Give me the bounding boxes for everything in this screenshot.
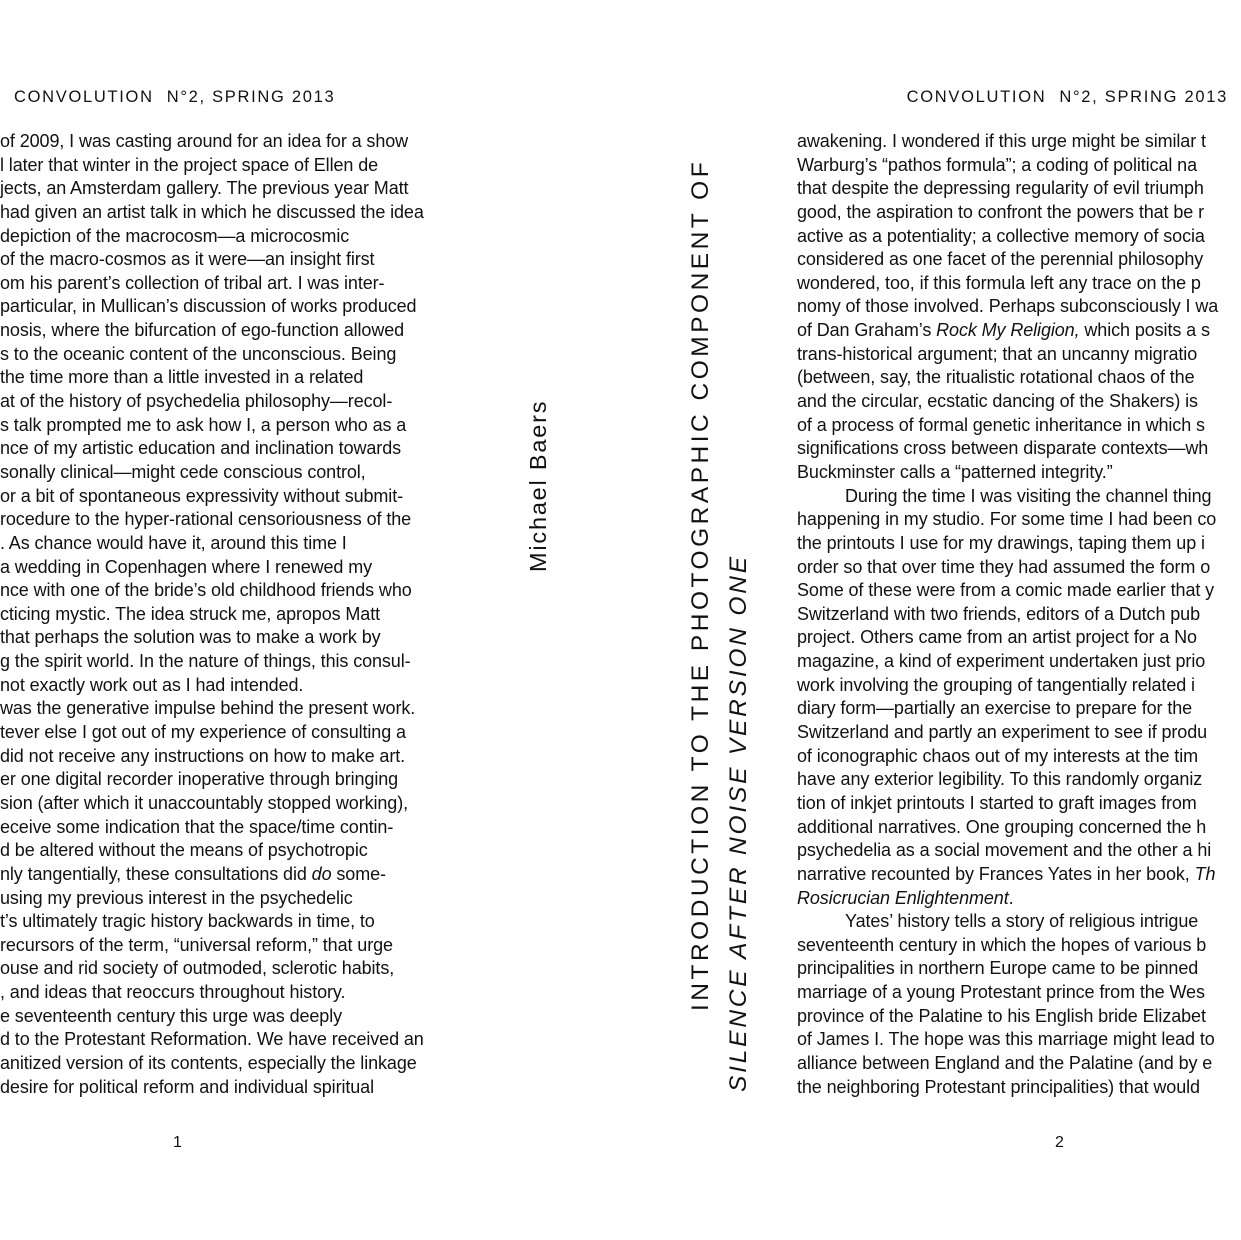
text-line: principalities in northern Europe came to be pinned bbox=[797, 958, 1199, 979]
text-line: and the circular, ecstatic dancing of the Shakers) is bbox=[797, 391, 1198, 412]
text-line: project. Others came from an artist project for a No bbox=[797, 627, 1197, 648]
text-line: using my previous interest in the psychedelic bbox=[0, 887, 353, 908]
text-line: at of the history of psychedelia philosophy—recol- bbox=[0, 391, 393, 412]
text-line: During the time I was visiting the channel thing bbox=[845, 485, 1212, 506]
text-line: . As chance would have it, around this time I bbox=[0, 532, 347, 553]
text-line: magazine, a kind of experiment undertaken just prio bbox=[797, 651, 1206, 672]
text-line: had given an artist talk in which he discussed the idea bbox=[0, 201, 424, 222]
article-title-line2: SILENCE AFTER NOISE VERSION ONE bbox=[725, 554, 752, 1092]
text-line: that perhaps the solution was to make a work by bbox=[0, 627, 381, 648]
text-line: er one digital recorder inoperative through bringing bbox=[0, 769, 399, 790]
text-line: sion (after which it unaccountably stopped working), bbox=[0, 792, 409, 813]
text-line: did not receive any instructions on how to make art. bbox=[0, 745, 406, 766]
journal-title: CONVOLUTION bbox=[906, 88, 1047, 106]
text-line: trans-historical argument; that an uncanny migratio bbox=[797, 343, 1198, 364]
text-line: nomy of those involved. Perhaps subconsciously I wa bbox=[797, 296, 1219, 317]
journal-title: CONVOLUTION bbox=[14, 88, 154, 106]
article-author: Michael Baers bbox=[525, 399, 551, 572]
text-line: or a bit of spontaneous expressivity without submit- bbox=[0, 485, 403, 506]
text-line: recursors of the term, “universal reform,” that urge bbox=[0, 934, 393, 955]
page-number-right: 2 bbox=[1055, 1134, 1064, 1151]
text-line: province of the Palatine to his English bride Elizabet bbox=[797, 1005, 1206, 1026]
text-line: a wedding in Copenhagen where I renewed my bbox=[0, 556, 373, 577]
text-line: s to the oceanic content of the unconscious. Being bbox=[0, 343, 397, 364]
text-line: desire for political reform and individual spiritual bbox=[0, 1076, 374, 1097]
text-line: d to the Protestant Reformation. We have received an bbox=[0, 1029, 424, 1050]
text-line: Yates’ history tells a story of religious intrigue bbox=[845, 911, 1199, 932]
text-line: eceive some indication that the space/time contin- bbox=[0, 816, 394, 837]
text-line: good, the aspiration to confront the powers that be r bbox=[797, 201, 1204, 222]
page-number-left: 1 bbox=[173, 1134, 182, 1151]
text-line: that despite the depressing regularity of evil triumph bbox=[797, 178, 1204, 199]
text-line: ouse and rid society of outmoded, sclerotic habits, bbox=[0, 958, 395, 979]
running-header-left bbox=[14, 88, 335, 107]
text-line: e seventeenth century this urge was deeply bbox=[0, 1005, 343, 1026]
text-line: om his parent’s collection of tribal art. I was inter- bbox=[0, 272, 385, 293]
text-line: sonally clinical—might cede conscious control, bbox=[0, 461, 366, 482]
text-line: nce of my artistic education and inclination towards bbox=[0, 438, 402, 459]
text-line: of James I. The hope was this marriage might lead to bbox=[797, 1029, 1215, 1050]
text-line: significations cross between disparate contexts—wh bbox=[797, 438, 1209, 459]
text-line: work involving the grouping of tangentially related i bbox=[797, 674, 1195, 695]
text-line: tion of inkjet printouts I started to graft images from bbox=[797, 792, 1197, 813]
left-page-text-column bbox=[0, 130, 424, 1099]
text-line: anitized version of its contents, especially the linkage bbox=[0, 1052, 417, 1073]
text-line: the neighboring Protestant principalities) that would bbox=[797, 1076, 1200, 1097]
text-line: the printouts I use for my drawings, taping them up i bbox=[797, 532, 1205, 553]
journal-issue: N°2, SPRING 2013 bbox=[1059, 88, 1228, 106]
article-title-line1: INTRODUCTION TO THE PHOTOGRAPHIC COMPONENT OF bbox=[687, 158, 714, 1011]
text-line: awakening. I wondered if this urge might be similar t bbox=[797, 131, 1206, 151]
text-line: (between, say, the ritualistic rotational chaos of the bbox=[797, 367, 1195, 388]
text-line: Some of these were from a comic made earlier that y bbox=[797, 580, 1215, 601]
text-line: alliance between England and the Palatine (and by e bbox=[797, 1052, 1213, 1073]
text-line: Warburg’s “pathos formula”; a coding of political na bbox=[797, 154, 1198, 175]
text-line: s talk prompted me to ask how I, a person who as a bbox=[0, 414, 407, 435]
text-line: of the macro-cosmos as it were—an insight first bbox=[0, 249, 375, 270]
text-line: rocedure to the hyper-rational censoriousness of the bbox=[0, 509, 412, 530]
text-line: depiction of the macrocosm—a microcosmic bbox=[0, 225, 350, 246]
text-line: cticing mystic. The idea struck me, apropos Matt bbox=[0, 603, 381, 624]
text-line: have any exterior legibility. To this randomly organiz bbox=[797, 769, 1203, 790]
right-page-text-column bbox=[797, 130, 1218, 1099]
journal-issue: N°2, SPRING 2013 bbox=[166, 88, 336, 106]
text-line: diary form—partially an exercise to prepare for the bbox=[797, 698, 1193, 719]
text-line: nce with one of the bride’s old childhood friends who bbox=[0, 580, 412, 601]
text-line: jects, an Amsterdam gallery. The previous year Matt bbox=[0, 178, 409, 199]
text-line: was the generative impulse behind the present work. bbox=[0, 698, 416, 719]
text-line: of a process of formal genetic inheritance in which s bbox=[797, 414, 1205, 435]
text-line: nosis, where the bifurcation of ego-function allowed bbox=[0, 320, 405, 341]
text-line: wondered, too, if this formula left any trace on the p bbox=[797, 272, 1201, 293]
text-line: tever else I got out of my experience of consulting a bbox=[0, 722, 406, 743]
text-line: narrative recounted by Frances Yates in her book, Th bbox=[797, 863, 1216, 884]
text-line: l later that winter in the project space of Ellen de bbox=[0, 154, 379, 175]
text-line: additional narratives. One grouping concerned the h bbox=[797, 816, 1207, 837]
text-line: active as a potentiality; a collective memory of socia bbox=[797, 225, 1205, 246]
text-line: of 2009, I was casting around for an idea for a show bbox=[0, 131, 409, 151]
text-line: considered as one facet of the perennial philosophy bbox=[797, 249, 1204, 270]
text-line: Switzerland with two friends, editors of a Dutch pub bbox=[797, 603, 1200, 624]
text-line: happening in my studio. For some time I had been co bbox=[797, 509, 1217, 530]
text-line: marriage of a young Protestant prince from the Wes bbox=[797, 982, 1205, 1003]
text-line: Switzerland and partly an experiment to see if produ bbox=[797, 722, 1208, 743]
text-line: nly tangentially, these consultations did do some- bbox=[0, 863, 386, 884]
text-line: , and ideas that reoccurs throughout history. bbox=[0, 982, 346, 1003]
text-line: of iconographic chaos out of my interests at the tim bbox=[797, 745, 1199, 766]
text-line: Buckminster calls a “patterned integrity.” bbox=[797, 461, 1113, 482]
text-line: psychedelia as a social movement and the other a hi bbox=[797, 840, 1212, 861]
running-header-right bbox=[907, 88, 1228, 107]
text-line: t’s ultimately tragic history backwards in time, to bbox=[0, 911, 375, 932]
text-line: the time more than a little invested in a related bbox=[0, 367, 364, 388]
text-line: order so that over time they had assumed the form o bbox=[797, 556, 1211, 577]
text-line: d be altered without the means of psychotropic bbox=[0, 840, 368, 861]
text-line: Rosicrucian Enlightenment. bbox=[797, 887, 1014, 908]
text-line: of Dan Graham’s Rock My Religion, which posits a s bbox=[797, 320, 1210, 341]
text-line: seventeenth century in which the hopes of various b bbox=[797, 934, 1207, 955]
text-line: particular, in Mullican’s discussion of works produced bbox=[0, 296, 417, 317]
text-line: g the spirit world. In the nature of things, this consul- bbox=[0, 651, 411, 672]
text-line: not exactly work out as I had intended. bbox=[0, 674, 304, 695]
